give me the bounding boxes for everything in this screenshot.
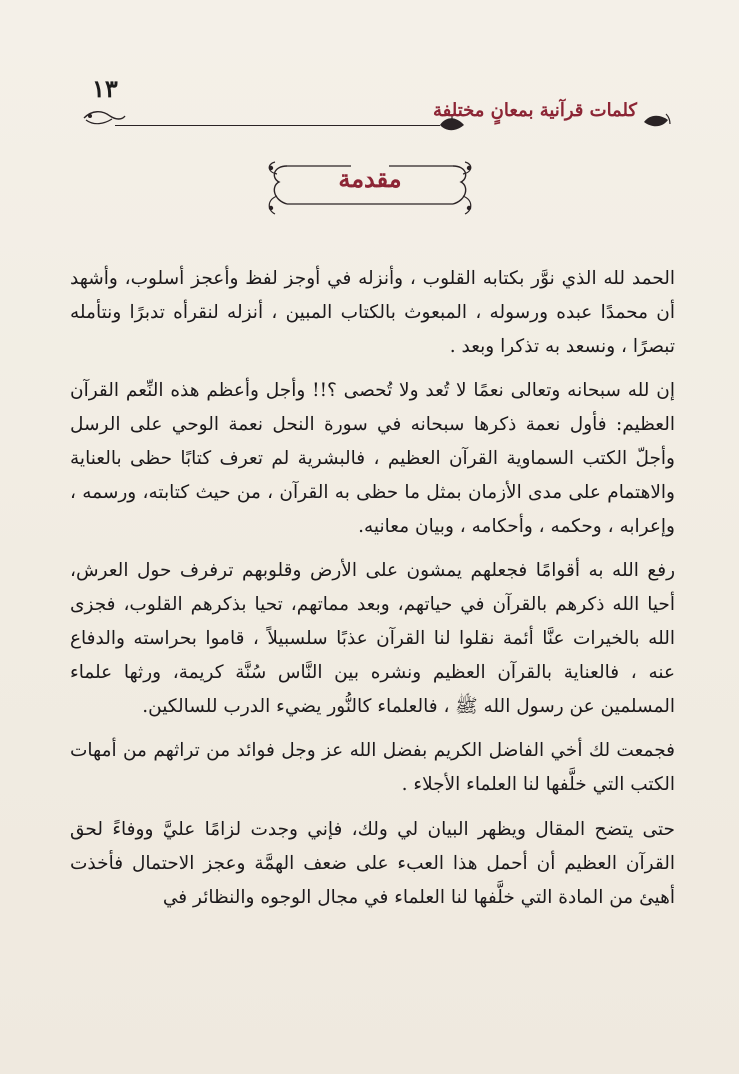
paragraph-3: رفع الله به أقوامًا فجعلهم يمشون على الأرض وقلوبهم ترفرف حول العرش، أحيا الله ذكرهم بالقرآن في حياتهم، وبعد مماتهم، تحيا بذكرهم القلوب، فجزى الله بالخيرات عنَّا أئمة نقلوا لنا القرآن عذبًا سلسبيلاً ، قاموا بحراسته والدفاع عنه ، فالعناية بالقرآن العظيم ونشره بين النَّاس سُنَّة كريمة، ورثها علماء المسلمين عن رسول الله ﷺ ، فالعلماء كالنُّور يضيء الدرب للسالكين. [70, 560, 675, 717]
running-header-title: كلمات قرآنية بمعانٍ مختلفة [432, 100, 637, 121]
section-title: مقدمة [338, 164, 402, 193]
section-title-frame [265, 160, 475, 218]
paragraph-4: فجمعت لك أخي الفاضل الكريم بفضل الله عز وجل فوائد من تراثهم من أمهات الكتب التي خلَّفها لنا العلماء الأجلاء . [70, 740, 675, 796]
paragraph-1: الحمد لله الذي نوَّر بكتابه القلوب ، وأنزله في أوجز لفظ وأعجز أسلوب، وأشهد أن محمدًا عبده ورسوله ، المبعوث بالكتاب المبين ، أنزله لنقرأه تدبرًا ونتأمله تبصرًا ، ونسعد به تذكرا وبعد . [70, 268, 675, 357]
page-number: ١٣ [92, 74, 118, 103]
paragraph-5: حتى يتضح المقال ويظهر البيان لي ولك، فإني وجدت لزامًا عليَّ ووفاءً لحق القرآن العظيم أن أحمل هذا العبء على ضعف الهمَّة وعجز الاحتمال فأخذت أهيئ من المادة التي خلَّفها لنا العلماء في مجال الوجوه والنظائر في [70, 818, 675, 908]
body-text [70, 262, 675, 914]
header-rule [115, 125, 440, 126]
paragraph-2: إن لله سبحانه وتعالى نعمًا لا تُعد ولا تُحصى ؟!! وأجل وأعظم هذه النِّعم القرآن العظيم: فأول نعمة ذكرها سبحانه في سورة النحل نعمة الوحي على الرسل وأجلّ الكتب السماوية القرآن العظيم ، فالبشرية لم تعرف كتابًا حظى بالعناية والاهتمام على مدى الأزمان بمثل ما حظى به القرآن ، من حيث كتابته، ورسمه ، وإعرابه ، وحكمه ، وأحكامه ، وبيان معانيه. [70, 380, 675, 537]
header-right-ornament-icon [642, 108, 672, 132]
page-header [70, 70, 675, 132]
